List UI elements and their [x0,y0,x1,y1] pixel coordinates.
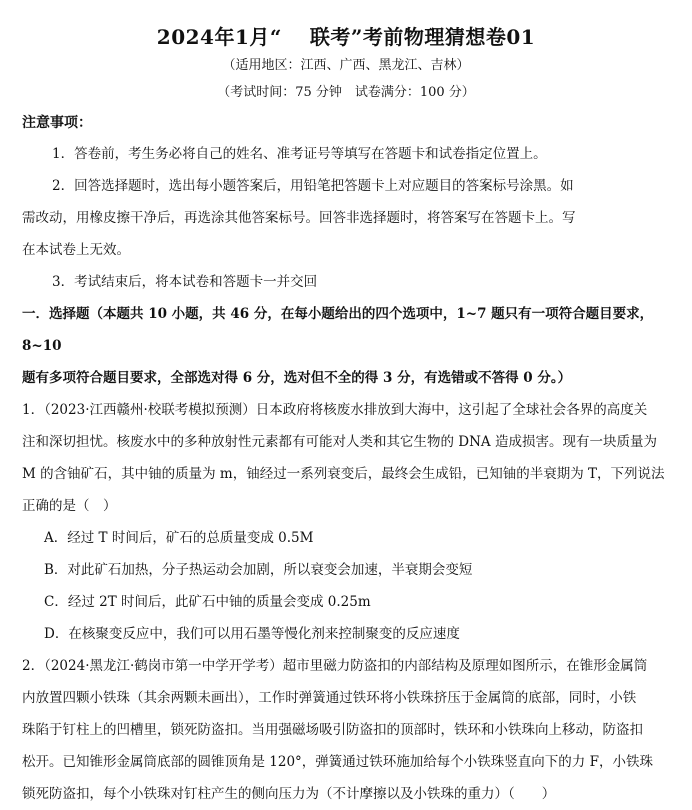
notice-item-continuation: 在本试卷上无效。 [22,242,130,258]
question-2-line: 内放置四颗小铁珠（其余两颗未画出），工作时弹簧通过铁环将小铁珠挤压于金属筒的底部，同时，小铁 [22,690,637,706]
option-d: D．在核聚变反应中，我们可以用石墨等慢化剂来控制聚变的反应速度 [44,626,460,642]
section-heading-continuation: 题有多项符合题目要求，全部选对得 6 分，选对但不全的得 3 分，有选错或不答得 0 分。） [22,370,572,386]
question-1-line: 注和深切担忧。核废水中的多种放射性元素都有可能对人类和其它生物的 DNA 造成损害。现有一块质量为 [22,434,657,450]
question-2-line: 松开。已知锥形金属筒底部的圆锥顶角是 120°，弹簧通过铁环施加给每个小铁珠竖直向下的力 F，小铁珠 [22,754,653,770]
option-a: A．经过 T 时间后，矿石的总质量变成 0.5M [44,530,314,546]
notice-item: 3．考试结束后，将本试卷和答题卡一并交回 [52,274,318,290]
region-note: （适用地区：江西、广西、黑龙江、吉林） [222,58,470,73]
notice-item: 1．答卷前，考生务必将自己的姓名、准考证号等填写在答题卡和试卷指定位置上。 [52,146,547,162]
notice-item-continuation: 需改动，用橡皮擦干净后，再选涂其他答案标号。回答非选择题时，将答案写在答题卡上。写 [22,210,576,226]
notice-heading: 注意事项： [22,115,92,131]
question-1-line: M 的含铀矿石，其中铀的质量为 m，铀经过一系列衰变后，最终会生成铅，已知铀的半衰期为 T，下列说法 [22,466,665,482]
time-score-note: （考试时间：75 分钟 试卷满分：100 分） [217,85,475,100]
option-b: B．对此矿石加热，分子热运动会加剧，所以衰变会加速，半衰期会变短 [44,562,473,578]
question-2-line: 2．（2024·黑龙江·鹤岗市第一中学开学考）超市里磁力防盗扣的内部结构及原理如图所示，在锥形金属筒 [22,658,648,674]
section-heading: 一．选择题（本题共 10 小题，共 46 分，在每小题给出的四个选项中，1~7 题只有一项符合题目要求，8~10 [22,306,654,354]
notice-item: 2．回答选择题时，选出每小题答案后，用铅笔把答题卡上对应题目的答案标号涂黑。如 [52,178,574,194]
page-title: 2024年1月“ 联考”考前物理猜想卷01 [156,25,536,49]
question-1-line: 1．（2023·江西赣州·校联考模拟预测）日本政府将核废水排放到大海中，这引起了全球社会各界的高度关 [22,402,648,418]
question-1-line: 正确的是（ ） [22,498,117,514]
question-2-line: 锁死防盗扣，每个小铁珠对钉柱产生的侧向压力为（不计摩擦以及小铁珠的重力）（ ） [22,786,556,802]
option-c: C．经过 2T 时间后，此矿石中铀的质量会变成 0.25m [44,594,371,610]
question-2-line: 珠陷于钉柱上的凹槽里，锁死防盗扣。当用强磁场吸引防盗扣的顶部时，铁环和小铁珠向上移动，防盗扣 [22,722,643,738]
